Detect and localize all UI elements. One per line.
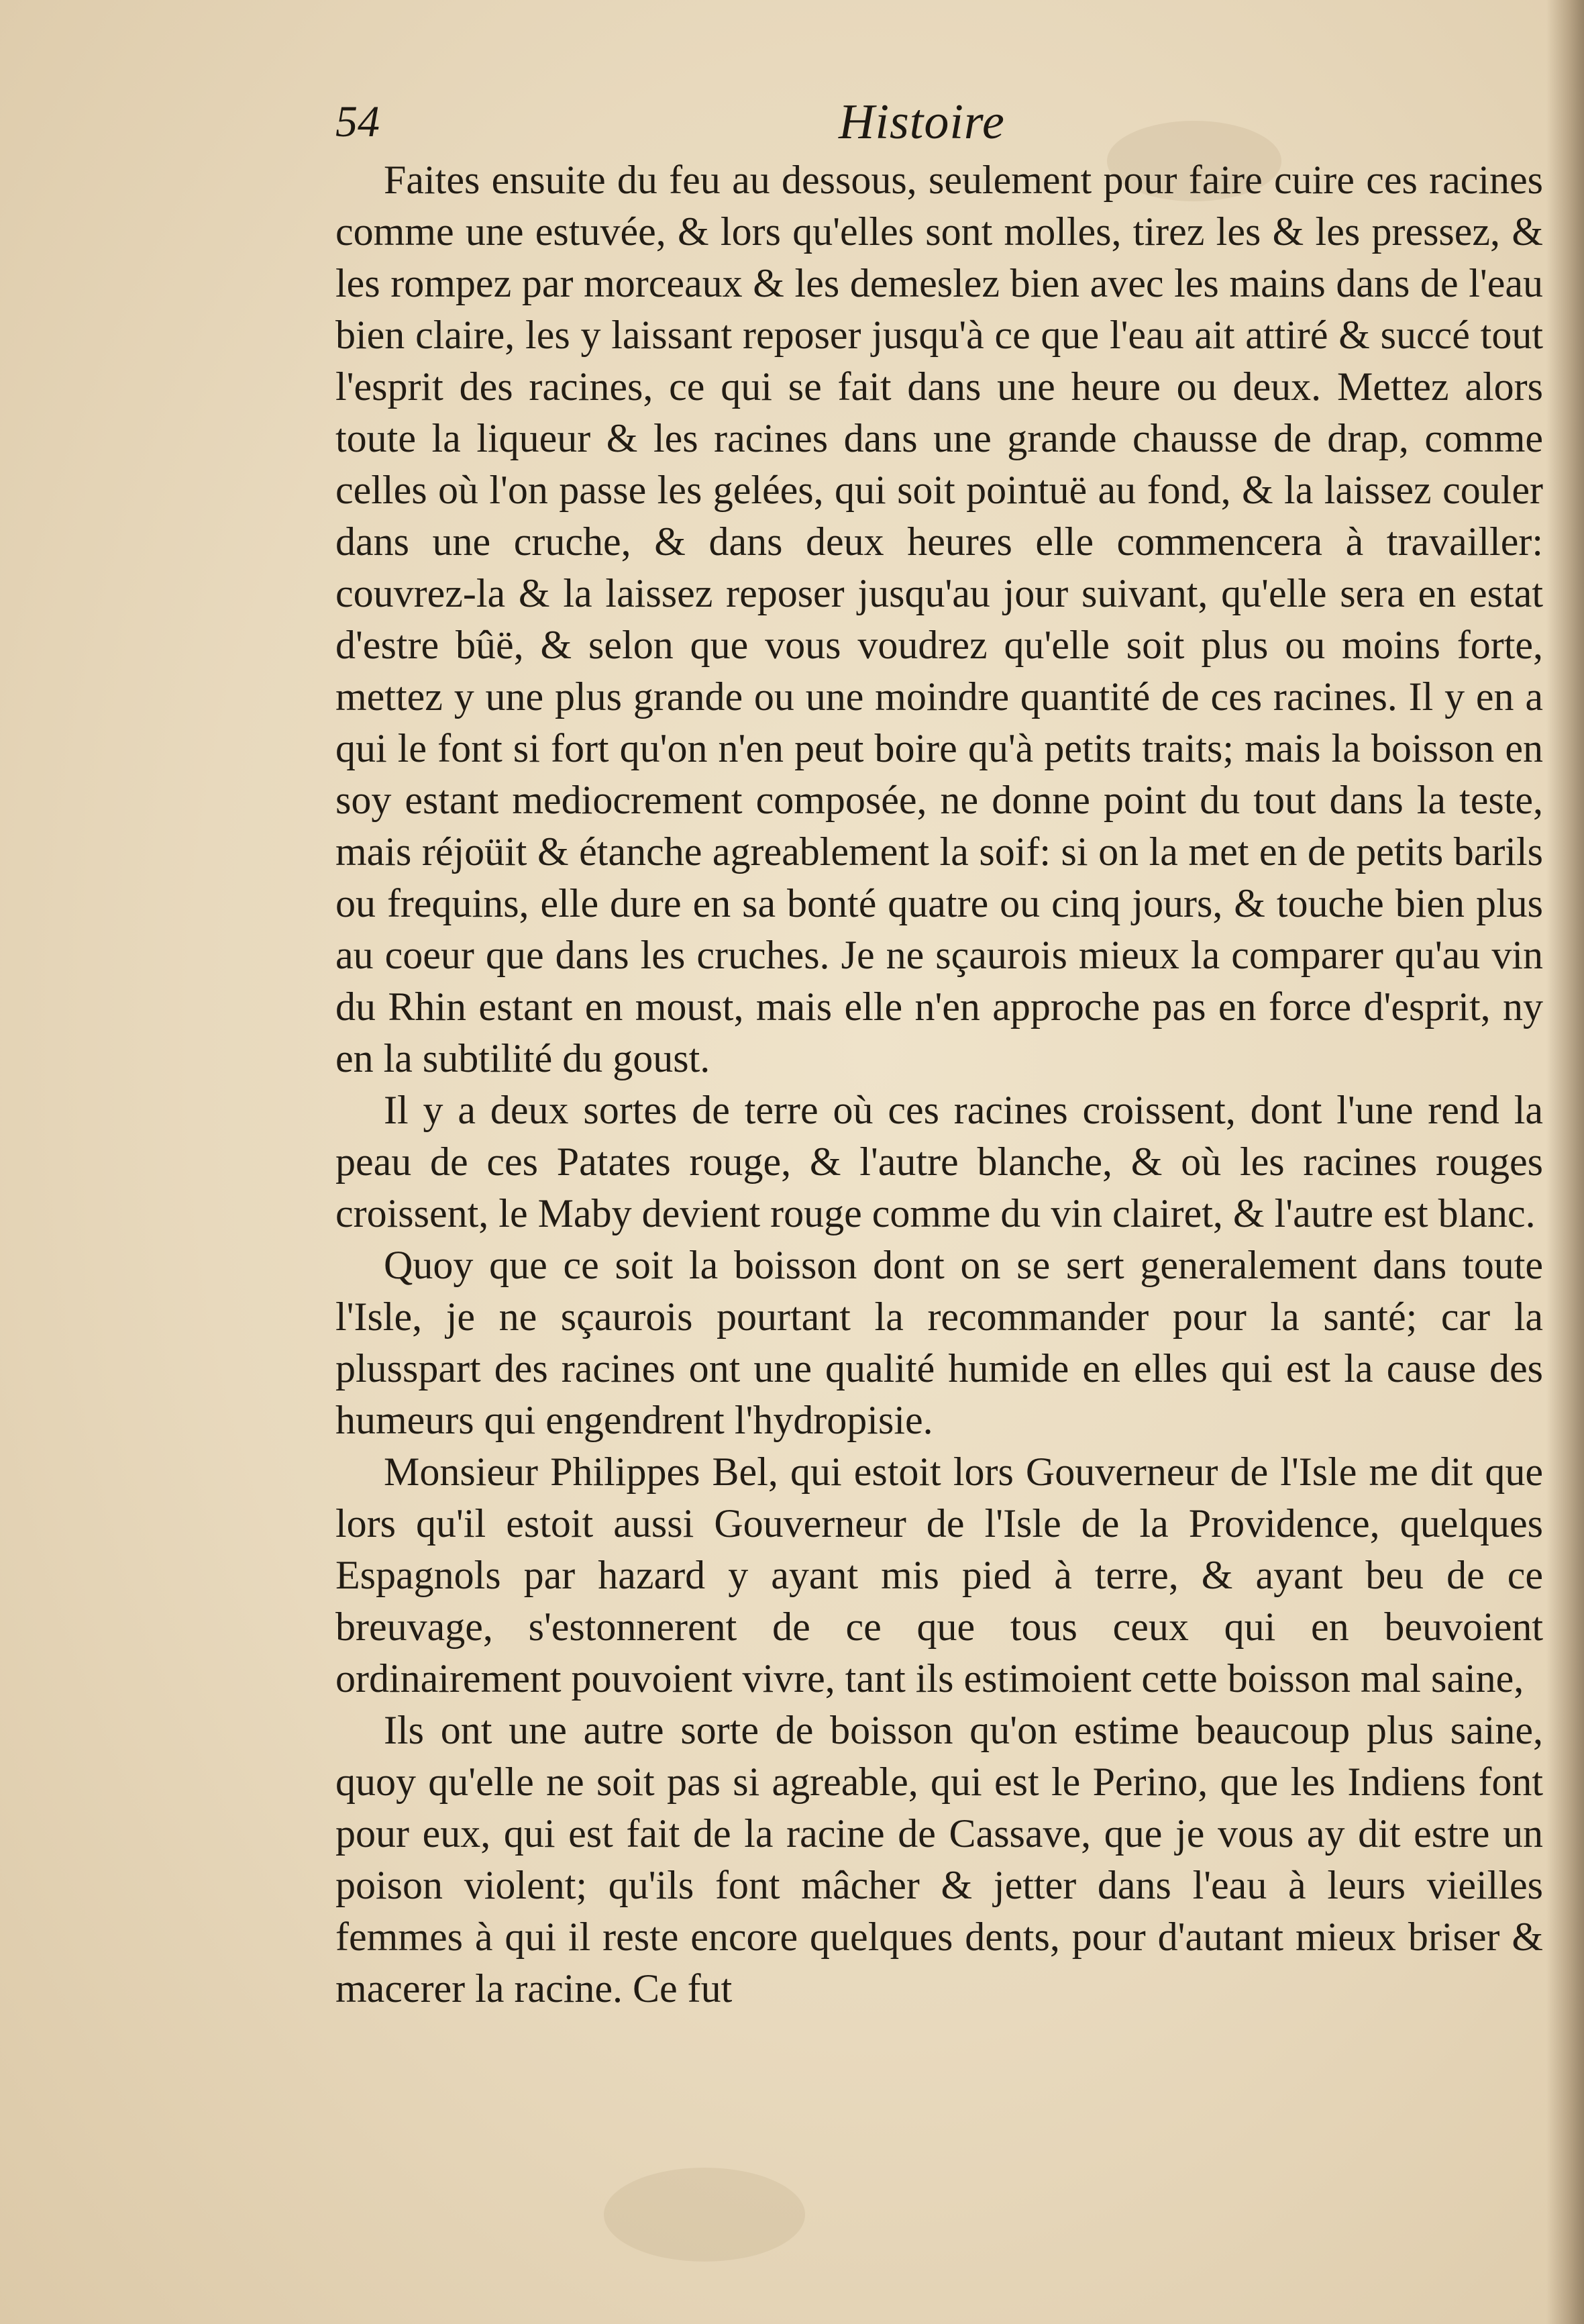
running-title: Histoire [839,95,1005,150]
paragraph-3: Quoy que ce soit la boisson dont on se sert generalement dans toute l'Isle, je ne sçaurois pourtant la recommander pour la santé; car la plusspart des racines ont une qualité humide en elles qui est la cause des humeurs qui engendrent l'hydropisie. [335,1243,1543,1442]
paper-stain [604,2168,805,2262]
page-number: 54 [335,97,380,146]
paragraph-2: Il y a deux sortes de terre où ces racines croissent, dont l'une rend la peau de ces Patates rouge, & l'autre blanche, & où les racines rouges croissent, le Maby devient rouge comme du vin clairet, & l'autre est blanc. [335,1088,1543,1235]
paragraph-1: Faites ensuite du feu au dessous, seulement pour faire cuire ces racines comme une estuvée, & lors qu'elles sont molles, tirez les & les pressez, & les rompez par morceaux & les demeslez bien avec les mains dans de l'eau bien claire, les y laissant reposer jusqu'à ce que l'eau ait attiré & succé tout l'esprit des racines, ce qui se fait dans une heure ou deux. Mettez alors toute la liqueur & les racines dans une grande chausse de drap, comme celles où l'on passe les gelées, qui soit pointuë au fond, & la laissez couler dans une cruche, & dans deux heures elle commencera à travailler: couvrez-la & la laissez reposer jusqu'au jour suivant, qu'elle sera en estat d'estre bûë, & selon que vous voudrez qu'elle soit plus ou moins forte, mettez y une plus grande ou une moindre quantité de ces racines. Il y en a qui le font si fort qu'on n'en peut boire qu'à petits traits; mais la boisson en soy estant mediocrement composée, ne donne point du tout dans la teste, mais réjoüit & étanche agreablement la soif: si on la met en de petits barils ou frequins, elle dure en sa bonté quatre ou cinq jours, & touche bien plus au coeur que dans les cruches. Je ne sçaurois mieux la comparer qu'au vin du Rhin estant en moust, mais elle n'en approche pas en force d'esprit, ny en la subtilité du goust. [335,158,1543,1080]
page-gutter-shadow [1546,0,1584,2324]
paragraph-4: Monsieur Philippes Bel, qui estoit lors Gouverneur de l'Isle me dit que lors qu'il estoit aussi Gouverneur de l'Isle de la Providence, quelques Espagnols par hazard y ayant mis pied à terre, & ayant beu de ce breuvage, s'estonnerent de ce que tous ceux qui en beuvoient ordinairement pouvoient vivre, tant ils estimoient cette boisson mal saine, [335,1450,1543,1701]
paragraph-5: Ils ont une autre sorte de boisson qu'on estime beaucoup plus saine, quoy qu'elle ne soit pas si agreable, qui est le Perino, que les Indiens font pour eux, qui est fait de la racine de Cassave, que je vous ay dit estre un poison violent; qu'ils font mâcher & jetter dans l'eau à leurs vieilles femmes à qui il reste encore quelques dents, pour d'autant mieux briser & macerer la racine. Ce fut [335,1708,1543,2011]
body-text [335,154,1543,2015]
